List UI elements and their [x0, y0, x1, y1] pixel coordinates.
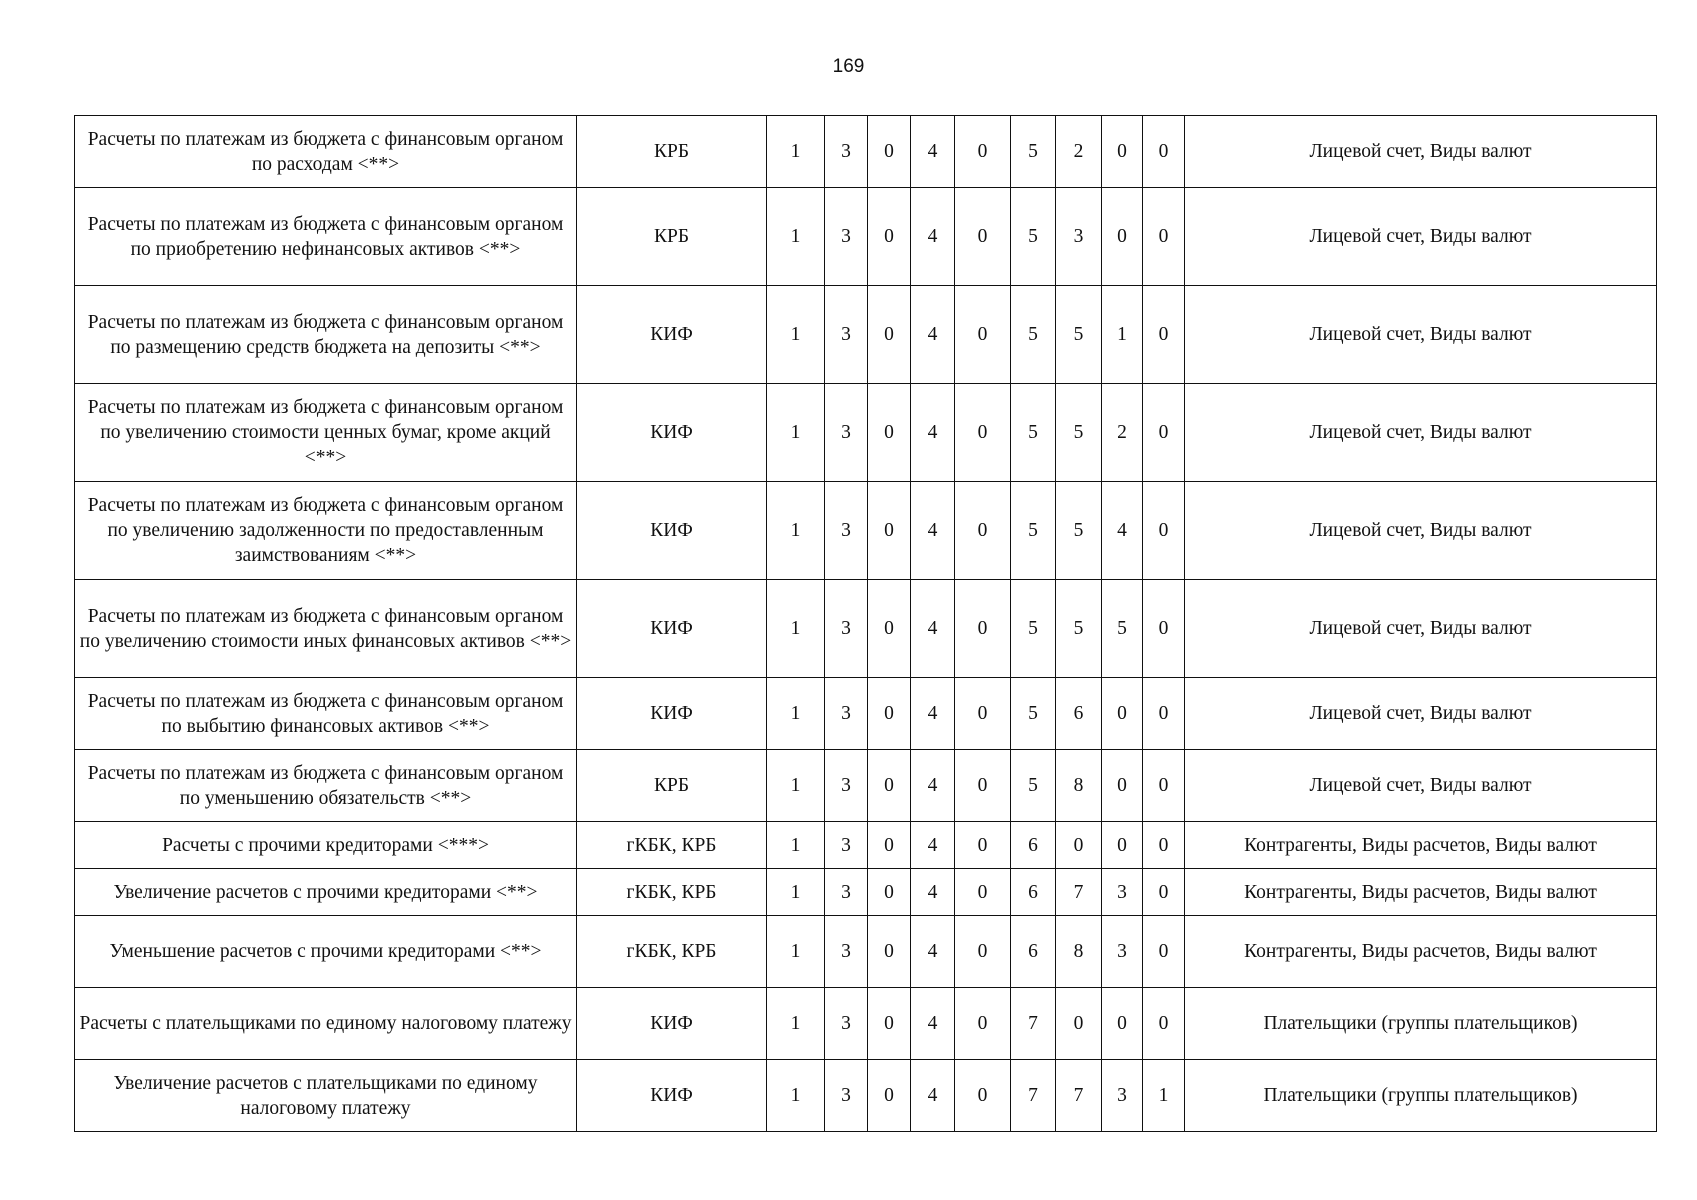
- account-code-digit: 0: [955, 678, 1011, 750]
- account-code-digit: 4: [911, 286, 955, 384]
- account-code-digit: 4: [1102, 482, 1143, 580]
- account-code-digit: 0: [955, 750, 1011, 822]
- account-name-cell: Расчеты с прочими кредиторами <***>: [75, 822, 577, 869]
- account-code-digit: 0: [955, 822, 1011, 869]
- analytics-cell: Лицевой счет, Виды валют: [1185, 580, 1657, 678]
- account-code-digit: 3: [825, 750, 868, 822]
- account-code-digit: 5: [1056, 286, 1102, 384]
- account-code-digit: 5: [1011, 482, 1056, 580]
- account-code-digit: 3: [825, 822, 868, 869]
- account-code-digit: 1: [1143, 1060, 1185, 1132]
- account-code-digit: 3: [825, 286, 868, 384]
- account-code-digit: 0: [868, 678, 911, 750]
- analytics-cell: Контрагенты, Виды расчетов, Виды валют: [1185, 916, 1657, 988]
- account-code-digit: 7: [1011, 988, 1056, 1060]
- account-code-digit: 4: [911, 116, 955, 188]
- account-code-digit: 3: [825, 1060, 868, 1132]
- account-code-digit: 4: [911, 988, 955, 1060]
- table-row: [75, 988, 1657, 1060]
- analytics-cell: Лицевой счет, Виды валют: [1185, 482, 1657, 580]
- account-code-digit: 0: [955, 988, 1011, 1060]
- account-code-digit: 0: [1102, 988, 1143, 1060]
- account-code-digit: 0: [1143, 384, 1185, 482]
- account-code-digit: 0: [955, 286, 1011, 384]
- account-name-cell: Расчеты по платежам из бюджета с финансовым органом по увеличению задолженности по предоставленным заимствованиям <**>: [75, 482, 577, 580]
- account-code-digit: 0: [868, 482, 911, 580]
- table-row: [75, 822, 1657, 869]
- account-code-digit: 0: [955, 580, 1011, 678]
- analytics-cell: Лицевой счет, Виды валют: [1185, 678, 1657, 750]
- account-name-cell: Расчеты с плательщиками по единому налоговому платежу: [75, 988, 577, 1060]
- account-code-digit: 0: [868, 750, 911, 822]
- account-code-digit: 8: [1056, 916, 1102, 988]
- account-code-digit: 0: [1143, 678, 1185, 750]
- account-code-digit: 5: [1056, 384, 1102, 482]
- table-row: [75, 116, 1657, 188]
- activity-type-cell: КИФ: [577, 286, 767, 384]
- account-code-digit: 3: [1102, 916, 1143, 988]
- account-code-digit: 0: [868, 286, 911, 384]
- account-name-cell: Расчеты по платежам из бюджета с финансовым органом по выбытию финансовых активов <**>: [75, 678, 577, 750]
- account-code-digit: 0: [868, 188, 911, 286]
- table-row: [75, 750, 1657, 822]
- account-code-digit: 0: [955, 869, 1011, 916]
- activity-type-cell: КИФ: [577, 988, 767, 1060]
- activity-type-cell: КИФ: [577, 1060, 767, 1132]
- table-row: [75, 384, 1657, 482]
- account-code-digit: 4: [911, 822, 955, 869]
- account-code-digit: 1: [767, 678, 825, 750]
- account-code-digit: 7: [1056, 869, 1102, 916]
- account-code-digit: 1: [767, 750, 825, 822]
- account-code-digit: 0: [955, 482, 1011, 580]
- account-code-digit: 3: [825, 678, 868, 750]
- activity-type-cell: КРБ: [577, 188, 767, 286]
- account-code-digit: 1: [767, 1060, 825, 1132]
- account-code-digit: 1: [767, 916, 825, 988]
- account-code-digit: 0: [1143, 869, 1185, 916]
- account-code-digit: 0: [868, 916, 911, 988]
- account-code-digit: 1: [767, 188, 825, 286]
- account-code-digit: 0: [868, 1060, 911, 1132]
- account-code-digit: 0: [1143, 580, 1185, 678]
- accounts-table: [74, 115, 1657, 1132]
- account-code-digit: 0: [868, 580, 911, 678]
- account-code-digit: 5: [1011, 750, 1056, 822]
- activity-type-cell: гКБК, КРБ: [577, 869, 767, 916]
- account-code-digit: 4: [911, 580, 955, 678]
- account-code-digit: 3: [825, 580, 868, 678]
- account-code-digit: 1: [767, 116, 825, 188]
- account-code-digit: 8: [1056, 750, 1102, 822]
- account-code-digit: 4: [911, 384, 955, 482]
- accounts-table-body: [75, 116, 1657, 1132]
- account-name-cell: Уменьшение расчетов с прочими кредиторами <**>: [75, 916, 577, 988]
- page-number: 169: [832, 56, 865, 77]
- account-name-cell: Расчеты по платежам из бюджета с финансовым органом по увеличению стоимости ценных бумаг, кроме акций <**>: [75, 384, 577, 482]
- account-name-cell: Расчеты по платежам из бюджета с финансовым органом по расходам <**>: [75, 116, 577, 188]
- account-code-digit: 1: [767, 822, 825, 869]
- account-code-digit: 0: [1102, 116, 1143, 188]
- account-code-digit: 0: [868, 869, 911, 916]
- table-row: [75, 869, 1657, 916]
- account-code-digit: 7: [1011, 1060, 1056, 1132]
- account-code-digit: 6: [1011, 822, 1056, 869]
- account-code-digit: 0: [868, 988, 911, 1060]
- account-code-digit: 1: [767, 869, 825, 916]
- table-row: [75, 482, 1657, 580]
- activity-type-cell: КИФ: [577, 678, 767, 750]
- account-code-digit: 0: [1143, 822, 1185, 869]
- account-code-digit: 1: [767, 580, 825, 678]
- account-code-digit: 0: [1102, 822, 1143, 869]
- activity-type-cell: КИФ: [577, 482, 767, 580]
- analytics-cell: Лицевой счет, Виды валют: [1185, 750, 1657, 822]
- account-code-digit: 4: [911, 916, 955, 988]
- account-code-digit: 0: [955, 916, 1011, 988]
- account-code-digit: 2: [1102, 384, 1143, 482]
- account-code-digit: 0: [1102, 678, 1143, 750]
- account-code-digit: 5: [1011, 116, 1056, 188]
- account-name-cell: Расчеты по платежам из бюджета с финансовым органом по размещению средств бюджета на депозиты <**>: [75, 286, 577, 384]
- account-code-digit: 4: [911, 482, 955, 580]
- account-code-digit: 0: [955, 1060, 1011, 1132]
- account-code-digit: 3: [825, 188, 868, 286]
- account-code-digit: 0: [1056, 822, 1102, 869]
- account-code-digit: 6: [1056, 678, 1102, 750]
- account-code-digit: 0: [1143, 116, 1185, 188]
- account-code-digit: 7: [1056, 1060, 1102, 1132]
- account-code-digit: 4: [911, 1060, 955, 1132]
- account-code-digit: 0: [1143, 750, 1185, 822]
- account-code-digit: 3: [825, 988, 868, 1060]
- account-code-digit: 5: [1011, 286, 1056, 384]
- account-code-digit: 5: [1011, 384, 1056, 482]
- analytics-cell: Контрагенты, Виды расчетов, Виды валют: [1185, 869, 1657, 916]
- account-code-digit: 0: [868, 384, 911, 482]
- activity-type-cell: КИФ: [577, 384, 767, 482]
- account-code-digit: 3: [825, 869, 868, 916]
- table-row: [75, 286, 1657, 384]
- account-code-digit: 4: [911, 750, 955, 822]
- account-code-digit: 0: [1102, 188, 1143, 286]
- analytics-cell: Лицевой счет, Виды валют: [1185, 188, 1657, 286]
- account-code-digit: 2: [1056, 116, 1102, 188]
- account-code-digit: 0: [868, 822, 911, 869]
- analytics-cell: Лицевой счет, Виды валют: [1185, 286, 1657, 384]
- account-code-digit: 1: [767, 988, 825, 1060]
- account-code-digit: 0: [955, 188, 1011, 286]
- account-code-digit: 4: [911, 188, 955, 286]
- account-code-digit: 0: [955, 116, 1011, 188]
- account-code-digit: 0: [1143, 188, 1185, 286]
- analytics-cell: Контрагенты, Виды расчетов, Виды валют: [1185, 822, 1657, 869]
- activity-type-cell: КРБ: [577, 750, 767, 822]
- account-code-digit: 3: [1102, 869, 1143, 916]
- account-code-digit: 3: [825, 116, 868, 188]
- account-code-digit: 0: [1143, 916, 1185, 988]
- account-code-digit: 1: [767, 286, 825, 384]
- account-code-digit: 5: [1102, 580, 1143, 678]
- account-name-cell: Расчеты по платежам из бюджета с финансовым органом по уменьшению обязательств <**>: [75, 750, 577, 822]
- account-code-digit: 1: [767, 482, 825, 580]
- account-code-digit: 6: [1011, 916, 1056, 988]
- account-code-digit: 5: [1011, 580, 1056, 678]
- account-name-cell: Расчеты по платежам из бюджета с финансовым органом по увеличению стоимости иных финансовых активов <**>: [75, 580, 577, 678]
- account-code-digit: 1: [1102, 286, 1143, 384]
- account-code-digit: 0: [1056, 988, 1102, 1060]
- account-code-digit: 3: [825, 482, 868, 580]
- table-row: [75, 678, 1657, 750]
- table-row: [75, 188, 1657, 286]
- account-name-cell: Увеличение расчетов с прочими кредиторами <**>: [75, 869, 577, 916]
- activity-type-cell: гКБК, КРБ: [577, 822, 767, 869]
- account-code-digit: 3: [825, 916, 868, 988]
- account-code-digit: 0: [1143, 988, 1185, 1060]
- account-code-digit: 5: [1056, 482, 1102, 580]
- account-code-digit: 0: [1143, 482, 1185, 580]
- account-code-digit: 5: [1011, 678, 1056, 750]
- table-row: [75, 1060, 1657, 1132]
- account-name-cell: Расчеты по платежам из бюджета с финансовым органом по приобретению нефинансовых активов <**>: [75, 188, 577, 286]
- account-code-digit: 4: [911, 869, 955, 916]
- account-code-digit: 5: [1011, 188, 1056, 286]
- account-code-digit: 1: [767, 384, 825, 482]
- analytics-cell: Плательщики (группы плательщиков): [1185, 1060, 1657, 1132]
- account-code-digit: 5: [1056, 580, 1102, 678]
- account-code-digit: 3: [825, 384, 868, 482]
- account-code-digit: 3: [1056, 188, 1102, 286]
- activity-type-cell: гКБК, КРБ: [577, 916, 767, 988]
- analytics-cell: Лицевой счет, Виды валют: [1185, 384, 1657, 482]
- activity-type-cell: КИФ: [577, 580, 767, 678]
- account-name-cell: Увеличение расчетов с плательщиками по единому налоговому платежу: [75, 1060, 577, 1132]
- account-code-digit: 0: [1143, 286, 1185, 384]
- account-code-digit: 3: [1102, 1060, 1143, 1132]
- analytics-cell: Плательщики (группы плательщиков): [1185, 988, 1657, 1060]
- account-code-digit: 4: [911, 678, 955, 750]
- analytics-cell: Лицевой счет, Виды валют: [1185, 116, 1657, 188]
- account-code-digit: 6: [1011, 869, 1056, 916]
- table-row: [75, 580, 1657, 678]
- account-code-digit: 0: [955, 384, 1011, 482]
- account-code-digit: 0: [868, 116, 911, 188]
- activity-type-cell: КРБ: [577, 116, 767, 188]
- table-row: [75, 916, 1657, 988]
- account-code-digit: 0: [1102, 750, 1143, 822]
